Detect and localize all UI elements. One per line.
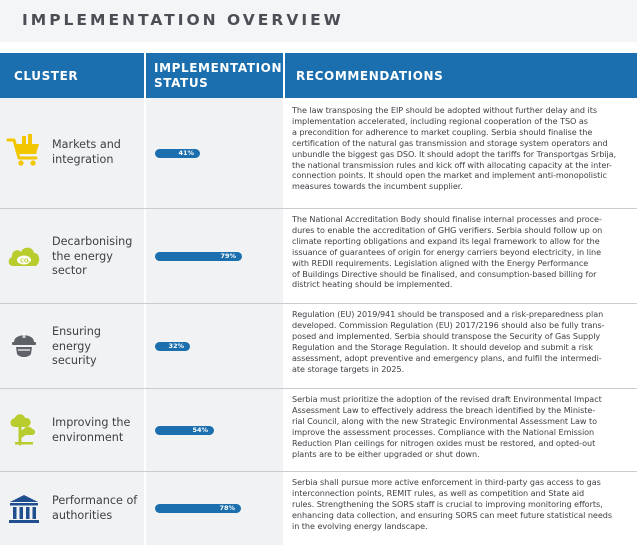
- recommendation-cell: [285, 98, 637, 208]
- table-row: [0, 304, 637, 388]
- table-row: [0, 389, 637, 471]
- table-header: [0, 53, 637, 98]
- recommendation-cell: [285, 389, 637, 471]
- header-divider: [144, 53, 146, 98]
- svg-text:2: 2: [28, 261, 31, 265]
- hard-hat-worker-icon: [6, 327, 42, 363]
- progress-bar: [155, 504, 265, 513]
- recommendation-text: The law transposing the EIP should be adopted without further delay and its implementation accelerated, including regional cooperation of the TSO as a precondition for adherence to market coupling. Serbia should finalise the certification of the natural gas transmission and storage system operators and unbundle the biggest gas DSO. It should adopt the tariffs for Transportgas Srbija, the national transmission rules and kick off with allocating capacity at the inter- connection points. It should open the market and implement anti-monopolistic measures towards the incumbent supplier.: [292, 105, 617, 192]
- title-band: [0, 0, 637, 42]
- recommendation-text: Serbia must prioritize the adoption of the revised draft Environmental Impact Assessment Law to effectively address the breach identified by the Ministe- rial Council, along with the new Strategic Environmental Assessment Law to improve the assessment processes. Compliance with the National Emission Reduction Plan ceilings for nitrogen oxides must be restored, and opted-out plants are to be either upgraded or shut down.: [292, 394, 602, 459]
- cluster-label: Markets and integration: [52, 138, 121, 166]
- progress-bar: [155, 426, 265, 435]
- header-status-line1: IMPLEMENTATION: [154, 61, 283, 75]
- recommendation-text: Serbia shall pursue more active enforcement in third-party gas access to gas interconnection points, REMIT rules, as well as competition and State aid rules. Strengthening the SORS staff is crucial to improving monitoring efforts, enhancing data collection, and ensuring SORS can meet future statistical needs in the evolving energy landscape.: [292, 477, 613, 531]
- header-cluster: CLUSTER: [14, 69, 79, 83]
- header-status: [154, 61, 282, 91]
- status-cell: [146, 98, 283, 208]
- progress-bar: [155, 342, 265, 351]
- progress-fill: 54%: [155, 426, 214, 435]
- status-cell: [146, 389, 283, 471]
- cluster-cell: [0, 472, 144, 545]
- header-recommendations: RECOMMENDATIONS: [296, 69, 444, 83]
- cluster-label: Improving the environment: [52, 416, 131, 444]
- table-row: [0, 209, 637, 303]
- institution-building-icon: [6, 491, 42, 527]
- status-cell: [146, 472, 283, 545]
- cluster-cell: [0, 98, 144, 208]
- header-status-line2: STATUS: [154, 76, 209, 90]
- page-title: IMPLEMENTATION OVERVIEW: [22, 11, 344, 29]
- status-cell: [146, 304, 283, 388]
- recommendation-cell: [285, 209, 637, 303]
- cluster-label: Performance of authorities: [52, 494, 138, 522]
- table-row: [0, 98, 637, 208]
- progress-bar: [155, 149, 265, 158]
- progress-fill: 32%: [155, 342, 190, 351]
- progress-fill: 79%: [155, 252, 242, 261]
- co2-cloud-icon: [6, 238, 42, 274]
- table-row: [0, 472, 637, 545]
- recommendation-text: Regulation (EU) 2019/941 should be transposed and a risk-preparedness plan developed. Commission Regulation (EU) 2017/2196 should also be fully trans- posed and implemented. Serbia should transpose the Security of Gas Supply Regulation and the Storage Regulation. It should develop and submit a risk assessment, adopt preventive and emergency plans, and fulfil the intermedi- ate storage targets in 2025.: [292, 309, 605, 374]
- cluster-cell: [0, 304, 144, 388]
- svg-text:CO: CO: [20, 258, 29, 265]
- status-cell: [146, 209, 283, 303]
- shopping-cart-icon: [6, 132, 42, 168]
- cluster-label: Decarbonising the energy sector: [52, 235, 133, 277]
- progress-bar: [155, 252, 265, 261]
- cluster-cell: [0, 209, 144, 303]
- progress-fill: 78%: [155, 504, 241, 513]
- progress-fill: 41%: [155, 149, 200, 158]
- recommendation-cell: [285, 304, 637, 388]
- recommendation-text: The National Accreditation Body should finalise internal processes and proce- dures to enable the accreditation of GHG verifiers. Serbia should follow up on climate reporting obligations and expand its legal framework to allow for the issuance of guarantees of origin for energy carriers beyond electricity, in line with REDII requirements. Legislation aligned with the Energy Performance of Buildings Directive should be finalised, and consumption-based billing for district heating should be implemented.: [292, 214, 603, 290]
- cluster-cell: [0, 389, 144, 471]
- tree-icon: [6, 411, 42, 447]
- recommendation-cell: [285, 472, 637, 545]
- header-divider: [283, 53, 285, 98]
- cluster-label: Ensuring energy security: [52, 325, 101, 367]
